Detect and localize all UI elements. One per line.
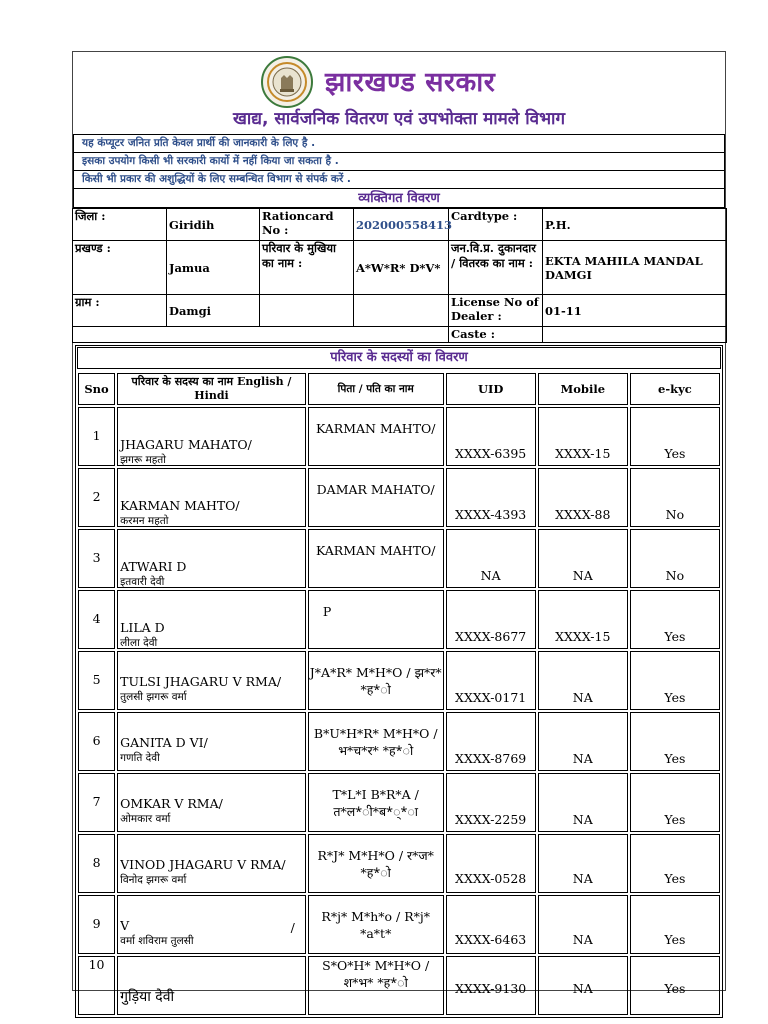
district-value: Giridih [167,209,260,241]
uid-value: NA [480,568,501,583]
uid-header: UID [446,373,536,405]
block-label: प्रखण्ड : [73,241,167,295]
member-name-english: ATWARI D [120,559,187,574]
uid-value: XXXX-4393 [455,507,527,522]
rationcard-label: Rationcard No : [260,209,354,241]
father-name: KARMAN MAHTO/ [315,421,436,436]
father-name: J*A*R* M*H*O / झ*र* *ह*ो [309,665,442,697]
mobile-value: NA [572,812,593,827]
uid-value: XXXX-6463 [455,932,527,947]
row-sno: 8 [92,855,101,870]
ekyc-value: Yes [664,690,686,705]
ekyc-value: Yes [664,981,686,996]
dealer-label: जन.वि.प्र. दुकानदार / वितरक का नाम : [449,241,543,295]
uid-value: XXXX-8769 [455,751,527,766]
personal-details-title: व्यक्तिगत विवरण [73,188,725,208]
ekyc-value: No [665,507,685,522]
empty-cell [73,327,449,343]
father-name: B*U*H*R* M*H*O / भ*च*र* *ह*ो [313,726,438,758]
member-name-hindi: करमन महतो [120,515,169,527]
member-name-english: JHAGARU MAHATO/ [120,437,252,452]
caste-value [543,327,727,343]
table-row [78,529,720,588]
ekyc-value: Yes [664,629,686,644]
license-label: License No of Dealer : [449,295,543,327]
personal-details-table [72,208,727,343]
ekyc-value: Yes [664,812,686,827]
table-row [78,773,720,832]
member-name-hindi: तुलसी झगरू वर्मा [120,691,187,703]
uid-value: XXXX-8677 [455,629,527,644]
member-name-english: LILA D [120,620,165,635]
member-name-hindi: गणति देवी [120,752,160,764]
license-value: 01-11 [543,295,727,327]
family-members-table [76,371,722,1017]
uid-value: XXXX-6395 [455,446,527,461]
notice-line: इसका उपयोग किसी भी सरकारी कार्यो में नहीं किया जा सकता है . [73,152,725,170]
table-row [78,712,720,771]
row-sno: 10 [88,957,105,972]
government-name: झारखण्ड सरकार [325,67,496,98]
rationcard-number: 202000558413 [354,209,449,241]
notice-line: किसी भी प्रकार की अशुद्धियों के लिए सम्बन्धित विभाग से संपर्क करें . [73,170,725,188]
sno-header: Sno [78,373,115,405]
father-name: S*O*H* M*H*O / श*भ* *ह*ो [322,958,430,990]
block-value: Jamua [167,241,260,295]
member-name-hindi: गुड़िया देवी [120,989,175,1005]
table-header-row [78,373,720,405]
family-head-value: A*W*R* D*V* [354,241,449,295]
mobile-value: XXXX-15 [555,446,611,461]
ekyc-header: e-kyc [630,373,720,405]
member-name-english: TULSI JHAGARU V RMA/ [120,674,282,689]
ekyc-value: No [665,568,685,583]
table-row [78,590,720,649]
caste-label: Caste : [449,327,543,343]
member-name-english: V [120,918,130,933]
village-label: ग्राम : [73,295,167,327]
member-name-header: परिवार के सदस्य का नाम English / Hindi [117,373,306,405]
ekyc-value: Yes [664,932,686,947]
row-sno: 4 [92,611,101,626]
name-separator: / [290,920,295,935]
cardtype-label: Cardtype : [449,209,543,241]
father-name: P [322,604,332,619]
father-husband-header: पिता / पति का नाम [308,373,444,405]
row-sno: 2 [92,489,101,504]
mobile-value: XXXX-88 [555,507,611,522]
jharkhand-emblem-icon [261,56,313,108]
row-sno: 7 [92,794,101,809]
row-sno: 6 [92,733,101,748]
department-name: खाद्य, सार्वजनिक वितरण एवं उपभोक्ता मामले विभाग [232,109,566,129]
member-name-hindi: वर्मा शविराम तुलसी [120,935,194,947]
father-name: T*L*I B*R*A / त*ल*ी*ब*्*ा [332,787,419,819]
mobile-value: XXXX-15 [555,629,611,644]
father-name: R*j* M*h*o / R*j* *a*t* [321,909,431,941]
ekyc-value: Yes [664,871,686,886]
row-sno: 1 [92,428,101,443]
mobile-header: Mobile [538,373,628,405]
father-name: R*J* M*H*O / र*ज* *ह*ो [317,848,434,880]
mobile-value: NA [572,690,593,705]
uid-value: XXXX-0171 [455,690,527,705]
member-name-hindi: विनोद झगरू वर्मा [120,874,187,886]
notice-line: यह कंप्यूटर जनित प्रति केवल प्रार्थी की जानकारी के लिए है . [73,134,725,152]
dealer-value: EKTA MAHILA MANDAL DAMGI [543,241,727,295]
district-label: जिला : [73,209,167,241]
table-row [78,834,720,893]
member-name-hindi: झगरू महतो [120,454,167,466]
member-name-english: KARMAN MAHTO/ [120,498,240,513]
ekyc-value: Yes [664,446,686,461]
member-name-english: VINOD JHAGARU V RMA/ [120,857,286,872]
family-head-label: परिवार के मुखिया का नाम : [260,241,354,295]
mobile-value: NA [572,568,593,583]
mobile-value: NA [572,871,593,886]
table-row [78,468,720,527]
member-name-english: GANITA D VI/ [120,735,208,750]
table-row [78,956,720,1015]
member-name-english: OMKAR V RMA/ [120,796,223,811]
document-header [73,52,725,134]
ration-card-document [72,51,726,1005]
father-name: DAMAR MAHATO/ [316,482,435,497]
row-sno: 3 [92,550,101,565]
row-sno: 9 [92,916,101,931]
village-value: Damgi [167,295,260,327]
empty-cell [260,295,354,327]
mobile-value: NA [572,751,593,766]
uid-value: XXXX-9130 [455,981,527,996]
mobile-value: NA [572,932,593,947]
row-sno: 5 [92,672,101,687]
table-row [78,895,720,954]
member-name-hindi: इतवारी देवी [120,576,165,588]
member-name-hindi: ओमकार वर्मा [120,813,171,825]
member-name-hindi: लीला देवी [120,637,158,649]
uid-value: XXXX-2259 [455,812,527,827]
mobile-value: NA [572,981,593,996]
uid-value: XXXX-0528 [455,871,527,886]
family-members-section [75,345,723,1018]
family-members-title: परिवार के सदस्यों का विवरण [77,347,721,369]
empty-cell [354,295,449,327]
father-name: KARMAN MAHTO/ [315,543,436,558]
table-row [78,651,720,710]
table-row [78,407,720,466]
ekyc-value: Yes [664,751,686,766]
cardtype-value: P.H. [543,209,727,241]
